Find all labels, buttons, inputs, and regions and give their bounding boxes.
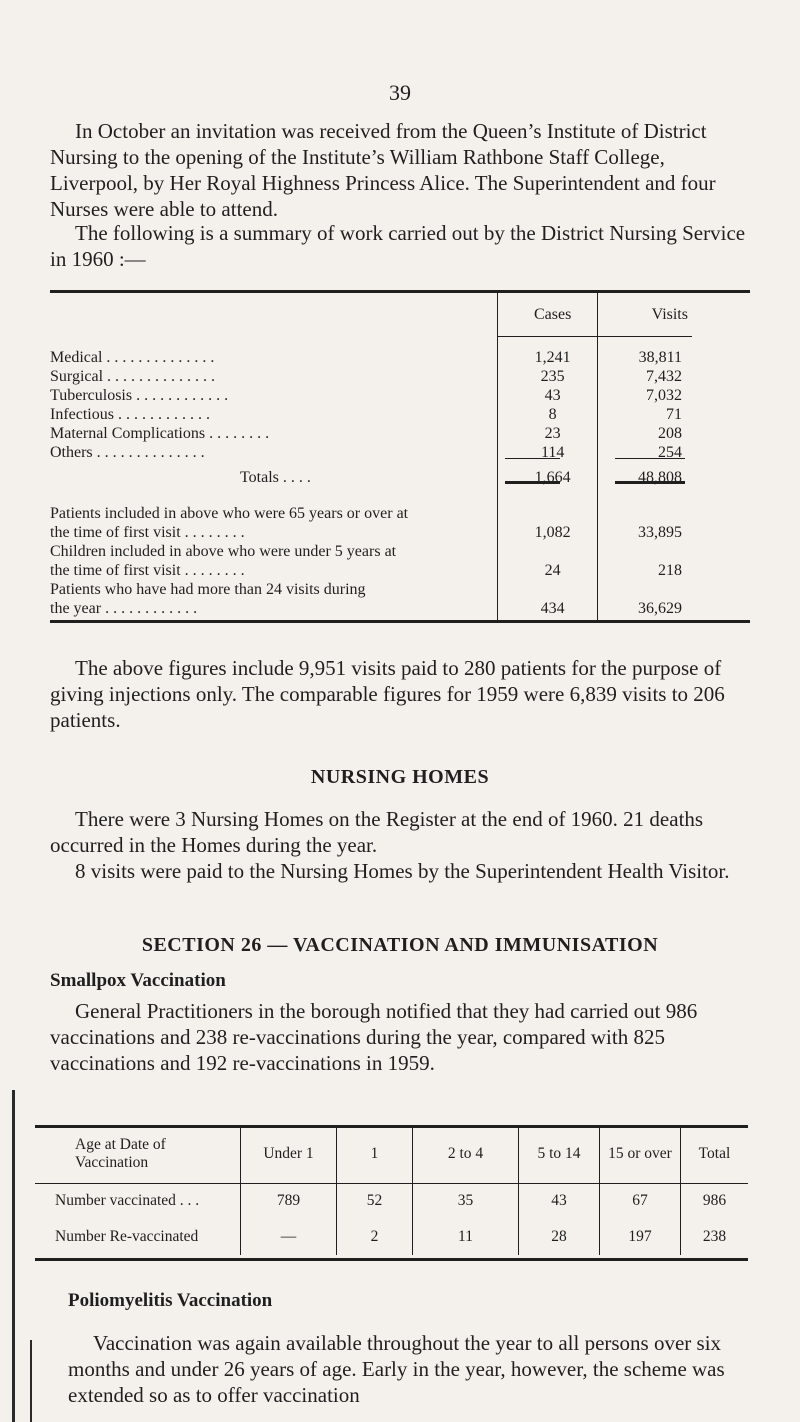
table-row: Patients included in above who were 65 years or over at the time of first visit . . . . . . . . 1,082 33,895	[50, 505, 682, 541]
table-row: Surgical . . . . . . . . . . . . . . 235 7,432	[50, 368, 682, 385]
vacc-table-bottom-rule	[35, 1258, 748, 1261]
table-row: Maternal Complications . . . . . . . . 23 208	[50, 425, 682, 442]
table-row: Medical . . . . . . . . . . . . . . 1,241 38,811	[50, 349, 682, 366]
paragraph-visits: 8 visits were paid to the Nursing Homes by the Superintendent Health Visitor.	[75, 859, 730, 883]
table-row: Number vaccinated . . . 789 52 35 43 67 986	[55, 1183, 748, 1219]
table-header-row	[50, 290, 750, 338]
nursing-summary-table	[50, 290, 750, 618]
paragraph-smallpox: General Practitioners in the borough notified that they had carried out 986 vaccinations and 238 re-vaccinations during the year, compared with 825 vaccinations and 192 re-vaccinations in 1959.	[50, 999, 698, 1075]
vaccination-table	[55, 1125, 748, 1255]
page-number: 39	[389, 80, 411, 105]
scan-edge-line	[12, 1090, 15, 1422]
heading-nursing-homes: NURSING HOMES	[310, 766, 490, 788]
heading-section-26: SECTION 26 — VACCINATION AND IMMUNISATION	[141, 934, 659, 956]
table-row: Tuberculosis . . . . . . . . . . . . 43 7,032	[50, 387, 682, 404]
paragraph-polio: Vaccination was again available throughout the year to all persons over six months and under 26 years of age. Early in the year, however, the scheme was extended so as to offer vaccination	[68, 1331, 725, 1407]
table-row: Patients who have had more than 24 visits during the year . . . . . . . . . . . . 434 36,629	[50, 581, 682, 617]
vacc-header-row: Age at Date of Vaccination Under 1 1 2 to 4 5 to 14 15 or over Total	[55, 1125, 748, 1183]
totals-row: Totals . . . . 1,664 48,808	[240, 469, 682, 486]
paragraph-nursing-homes: There were 3 Nursing Homes on the Register at the end of 1960. 21 deaths occurred in the Homes during the year.	[50, 807, 704, 857]
table-row: Number Re-vaccinated — 2 11 28 197 238	[55, 1219, 748, 1255]
cases-header: Cases	[533, 305, 572, 323]
table-row: Children included in above who were under 5 years at the time of first visit . . . . . . . . 24 218	[50, 543, 682, 579]
paragraph-invitation: In October an invitation was received from the Queen’s Institute of District Nursing to the opening of the Institute’s William Rathbone Staff College, Liverpool, by Her Royal Highness Princess Alice. The Superintendent and four Nurses were able to attend.	[50, 119, 716, 221]
table-bottom-rule	[50, 620, 750, 623]
scan-edge-line	[30, 1340, 32, 1422]
heading-smallpox: Smallpox Vaccination	[50, 970, 226, 991]
paragraph-summary-intro: The following is a summary of work carried out by the District Nursing Service in 1960 :—	[50, 221, 746, 271]
paragraph-injections: The above figures include 9,951 visits paid to 280 patients for the purpose of giving injections only. The comparable figures for 1959 were 6,839 visits to 206 patients.	[50, 656, 725, 732]
table-row: Others . . . . . . . . . . . . . . 114 254	[50, 444, 682, 461]
table-row: Infectious . . . . . . . . . . . . 8 71	[50, 406, 682, 423]
visits-header: Visits	[651, 305, 688, 323]
heading-polio: Poliomyelitis Vaccination	[68, 1290, 273, 1311]
